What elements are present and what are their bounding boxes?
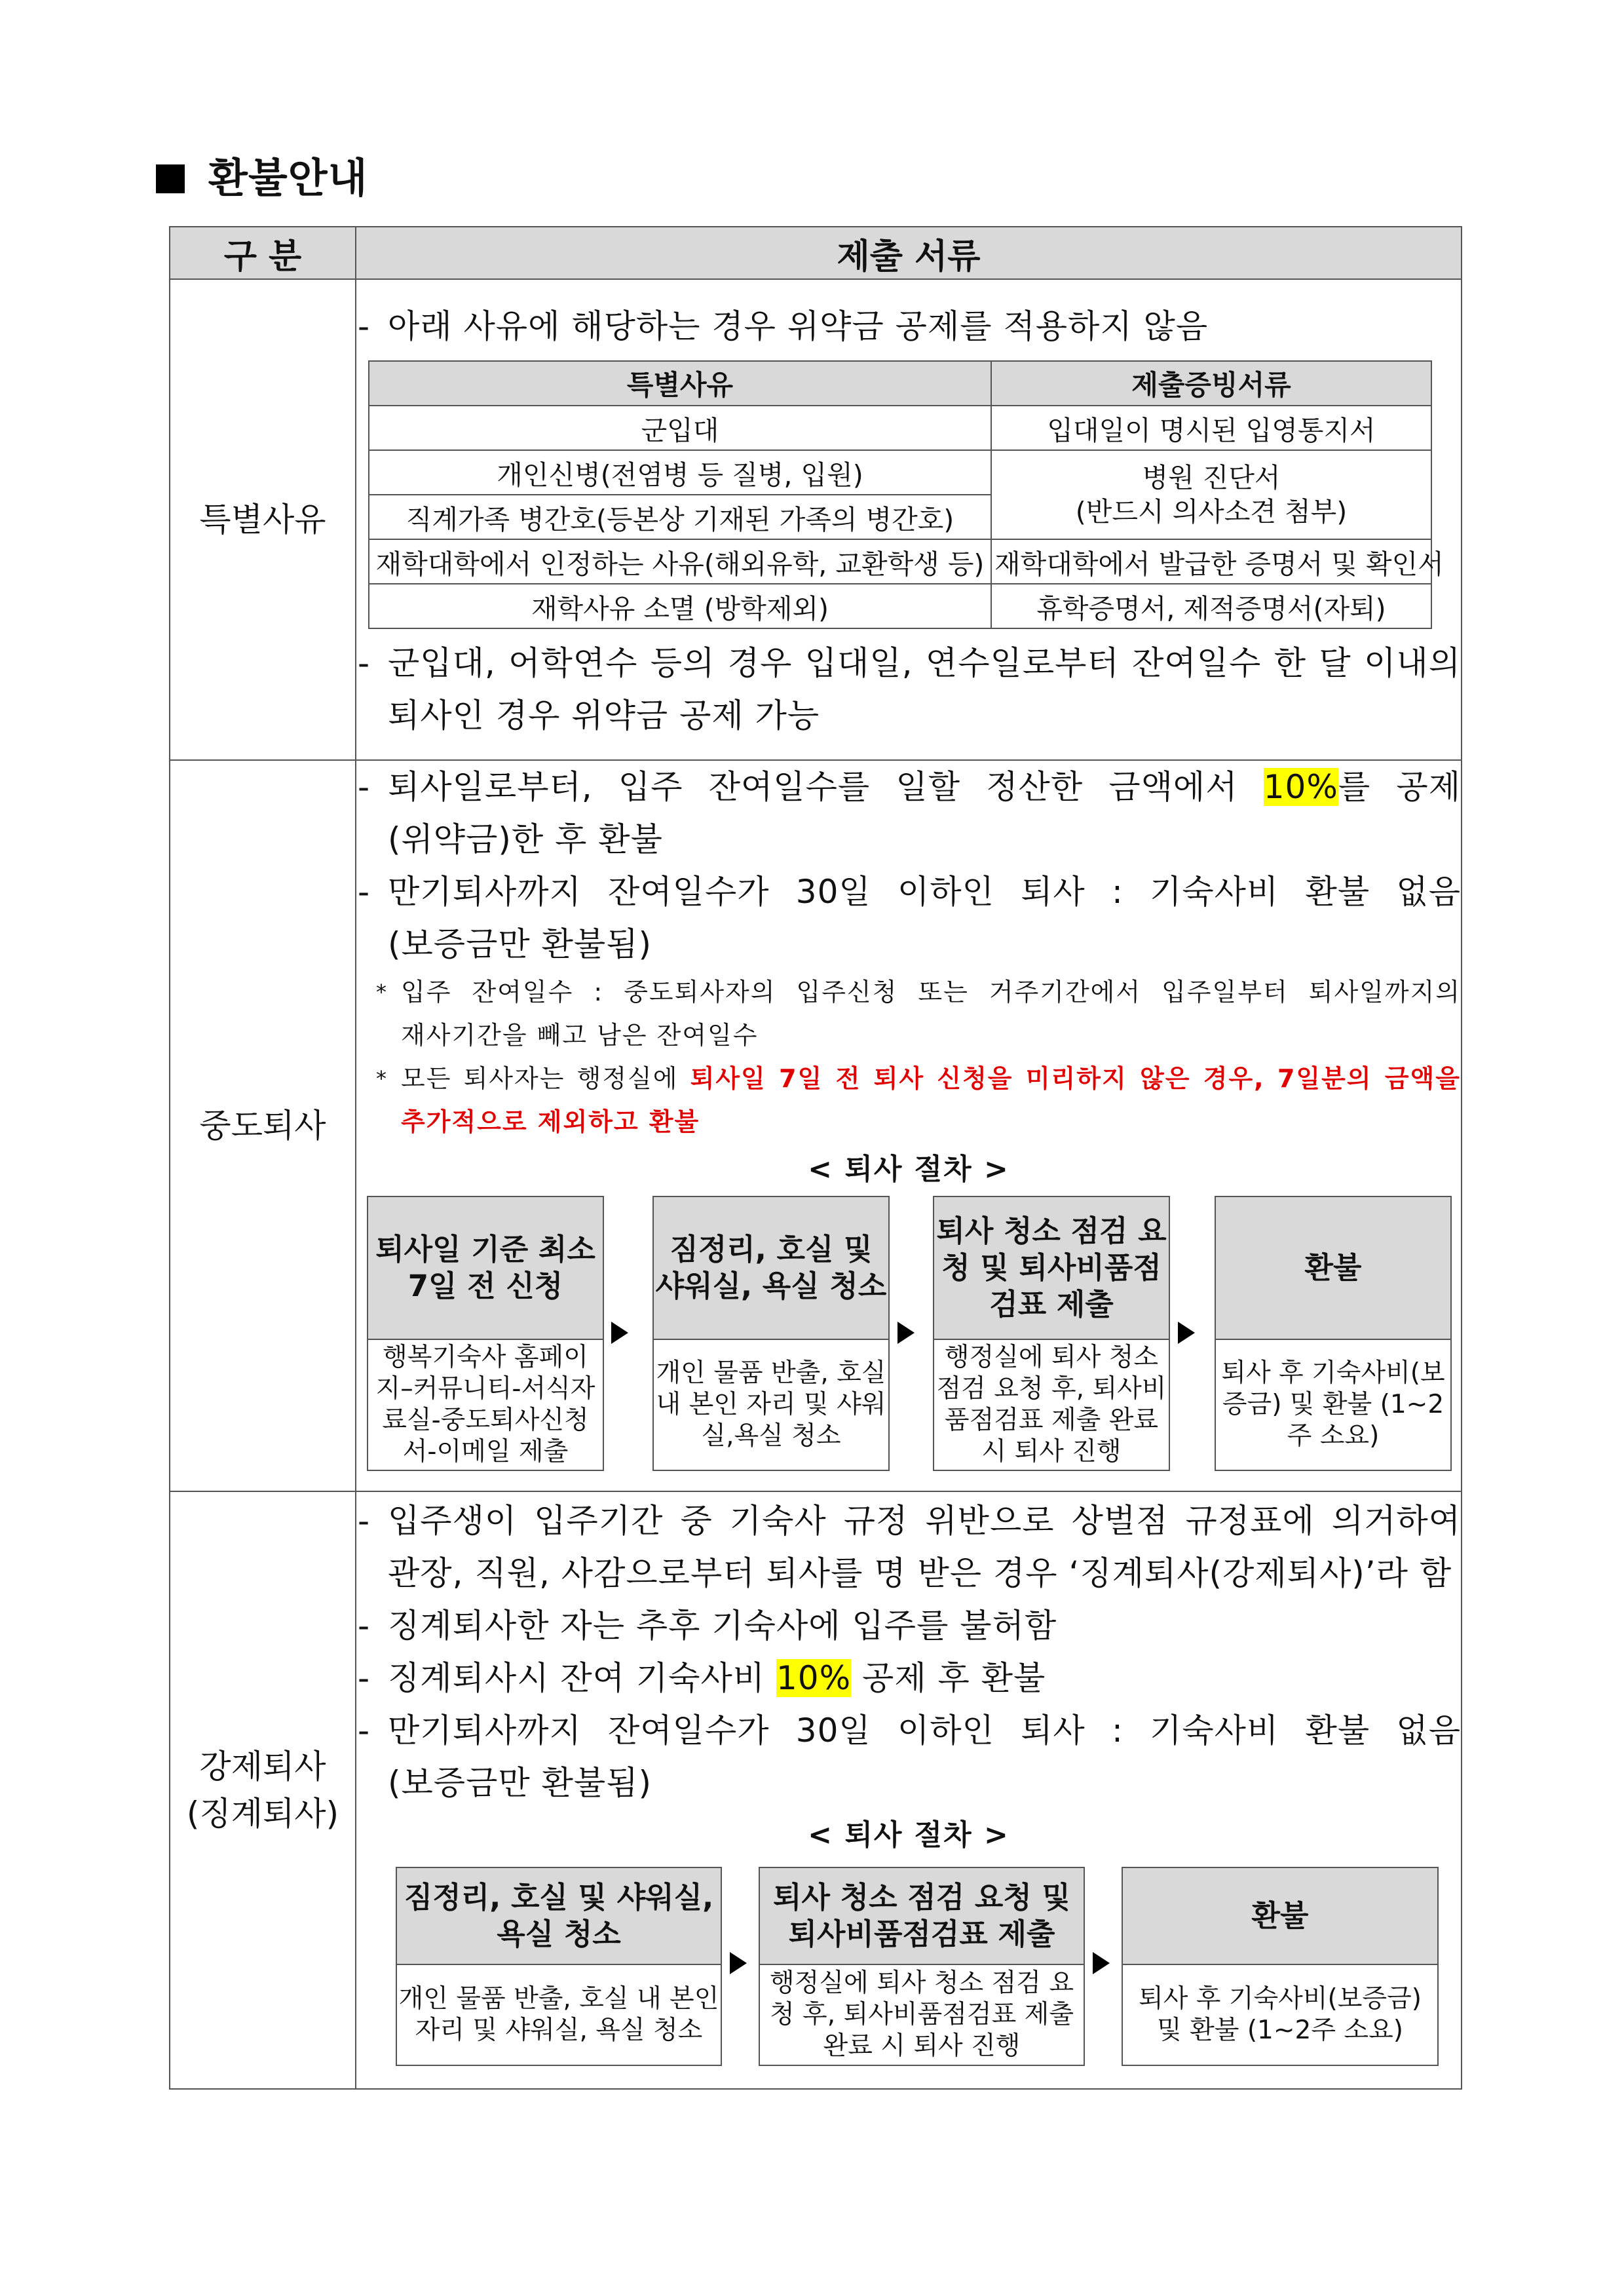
forced-step-3-body: 퇴사 후 기숙사비(보증금) 및 환불 (1~2주 소요) — [1139, 1984, 1422, 2045]
special-row-reason: 개인신병(전염병 등 질병, 입원) — [369, 450, 991, 495]
midway-procedure-title: < 퇴사 절차 > — [808, 1153, 1010, 1186]
square-bullet-icon — [156, 164, 185, 193]
special-row-doc-merged — [991, 450, 1431, 539]
forced-step-2-body: 행정실에 퇴사 청소 점검 요청 후, 퇴사비품점검표 제출 완료 시 퇴사 진행 — [769, 1968, 1074, 2061]
special-table-head-reason: 특별사유 — [369, 361, 991, 406]
special-bullet-2: - 군입대, 어학연수 등의 경우 입대일, 연수일로부터 잔여일수 한 달 이내의 퇴사인 경우 위약금 공제 가능 — [356, 637, 1461, 742]
midway-note-2-text: 모든 퇴사자는 행정실에 — [401, 1064, 690, 1093]
midway-step-1-head: 퇴사일 기준 최소 7일 전 신청 — [368, 1197, 603, 1340]
midway-step-1 — [367, 1196, 604, 1471]
arrow-right-icon — [611, 1322, 628, 1344]
row-special — [170, 279, 1462, 760]
category-forced-line2: (징계퇴사) — [186, 1795, 339, 1833]
midway-procedure-flow — [356, 1196, 1461, 1487]
arrow-right-icon — [1093, 1952, 1110, 1974]
special-row-reason: 군입대 — [369, 406, 991, 450]
special-row-doc: 입대일이 명시된 입영통지서 — [991, 406, 1431, 450]
page-title — [156, 145, 368, 204]
midway-step-3 — [933, 1196, 1170, 1471]
header-row — [170, 227, 1462, 279]
special-content — [356, 279, 1462, 760]
arrow-right-icon — [1178, 1322, 1195, 1344]
forced-procedure-title: < 퇴사 절차 > — [808, 1818, 1010, 1852]
special-row-reason: 재학대학에서 인정하는 사유(해외유학, 교환학생 등) — [369, 539, 991, 584]
special-bullet-1: - 아래 사유에 해당하는 경우 위약금 공제를 적용하지 않음 — [356, 300, 1461, 353]
arrow-right-icon — [730, 1952, 747, 1974]
forced-step-3-head: 환불 — [1123, 1868, 1437, 1965]
forced-bullet-3-text: 징계퇴사시 잔여 기숙사비 — [388, 1659, 776, 1697]
midway-step-2-body: 개인 물품 반출, 호실 내 본인 자리 및 샤워실,욕실 청소 — [656, 1358, 886, 1451]
special-row-doc: 휴학증명서, 제적증명서(자퇴) — [991, 584, 1431, 628]
forced-bullet-3 — [356, 1652, 1461, 1704]
forced-bullet-1: - 입주생이 입주기간 중 기숙사 규정 위반으로 상벌점 규정표에 의거하여 관장, 직원, 사감으로부터 퇴사를 명 받은 경우 ‘징계퇴사(강제퇴사)’라 함 — [356, 1495, 1461, 1599]
forced-bullet-4: - 만기퇴사까지 잔여일수가 30일 이하인 퇴사 : 기숙사비 환불 없음(보증금만 환불됨) — [356, 1704, 1461, 1809]
midway-step-3-head: 퇴사 청소 점검 요청 및 퇴사비품점검표 제출 — [934, 1197, 1169, 1340]
row-midway — [170, 760, 1462, 1491]
special-row-doc-line1: 병원 진단서 — [1142, 462, 1281, 493]
forced-step-1-body: 개인 물품 반출, 호실 내 본인 자리 및 샤워실, 욕실 청소 — [398, 1984, 719, 2045]
midway-step-1-body: 행복기숙사 홈페이지–커뮤니티-서식자료실-중도퇴사신청서-이메일 제출 — [375, 1343, 595, 1466]
special-row-reason: 직계가족 병간호(등본상 기재된 가족의 병간호) — [369, 495, 991, 539]
forced-procedure-flow — [356, 1862, 1461, 2084]
refund-table — [169, 226, 1462, 2090]
midway-content — [356, 760, 1462, 1491]
highlight-10-percent: 10% — [1263, 768, 1338, 806]
category-forced — [170, 1491, 356, 2089]
forced-step-3 — [1122, 1867, 1439, 2066]
midway-step-2-head: 짐정리, 호실 및 샤워실, 욕실 청소 — [654, 1197, 888, 1340]
forced-step-2 — [759, 1867, 1085, 2066]
midway-step-4 — [1215, 1196, 1452, 1471]
category-midway: 중도퇴사 — [170, 760, 356, 1491]
header-category: 구 분 — [170, 227, 356, 279]
forced-bullet-2: - 징계퇴사한 자는 추후 기숙사에 입주를 불허함 — [356, 1599, 1461, 1652]
category-special: 특별사유 — [170, 279, 356, 760]
midway-step-4-body: 퇴사 후 기숙사비(보증금) 및 환불 (1~2주 소요) — [1221, 1358, 1445, 1451]
special-row-reason: 재학사유 소멸 (방학제외) — [369, 584, 991, 628]
special-row-doc: 재학대학에서 발급한 증명서 및 확인서 — [991, 539, 1431, 584]
midway-step-3-body: 행정실에 퇴사 청소 점검 요청 후, 퇴사비품점검표 제출 완료 시 퇴사 진행 — [936, 1343, 1167, 1466]
midway-bullet-2: - 만기퇴사까지 잔여일수가 30일 이하인 퇴사 : 기숙사비 환불 없음(보증금만 환불됨) — [356, 866, 1461, 970]
midway-bullet-1-text-end: 를 공제(위약금)한 후 환불 — [388, 768, 1461, 858]
forced-step-1-head: 짐정리, 호실 및 샤워실, 욕실 청소 — [397, 1868, 721, 1965]
forced-bullet-3-text-end: 공제 후 환불 — [851, 1659, 1046, 1697]
category-forced-line1: 강제퇴사 — [199, 1748, 326, 1786]
midway-note-2-warning: 퇴사일 7일 전 퇴사 신청을 미리하지 않은 경우, 7일분의 금액을 추가적으로 제외하고 환불 — [401, 1064, 1461, 1136]
midway-step-2 — [652, 1196, 890, 1471]
special-table-head-docs: 제출증빙서류 — [991, 361, 1431, 406]
forced-step-2-head: 퇴사 청소 점검 요청 및 퇴사비품점검표 제출 — [760, 1868, 1084, 1965]
page-title-text: 환불안내 — [208, 154, 368, 202]
midway-note-2 — [356, 1057, 1461, 1143]
midway-step-4-head: 환불 — [1216, 1197, 1450, 1340]
special-reasons-table — [368, 360, 1444, 629]
row-forced — [170, 1491, 1462, 2089]
midway-note-1: * 입주 잔여일수 : 중도퇴사자의 입주신청 또는 거주기간에서 입주일부터 퇴사일까지의 재사기간을 빼고 남은 잔여일수 — [356, 970, 1461, 1057]
header-documents: 제출 서류 — [356, 227, 1462, 279]
special-row-doc-line2: (반드시 의사소견 첨부) — [1075, 496, 1348, 527]
highlight-10-percent: 10% — [776, 1659, 852, 1697]
arrow-right-icon — [897, 1322, 915, 1344]
midway-bullet-1-text: 퇴사일로부터, 입주 잔여일수를 일할 정산한 금액에서 — [388, 768, 1264, 806]
midway-bullet-1 — [356, 761, 1461, 866]
forced-content — [356, 1491, 1462, 2089]
forced-step-1 — [396, 1867, 722, 2066]
